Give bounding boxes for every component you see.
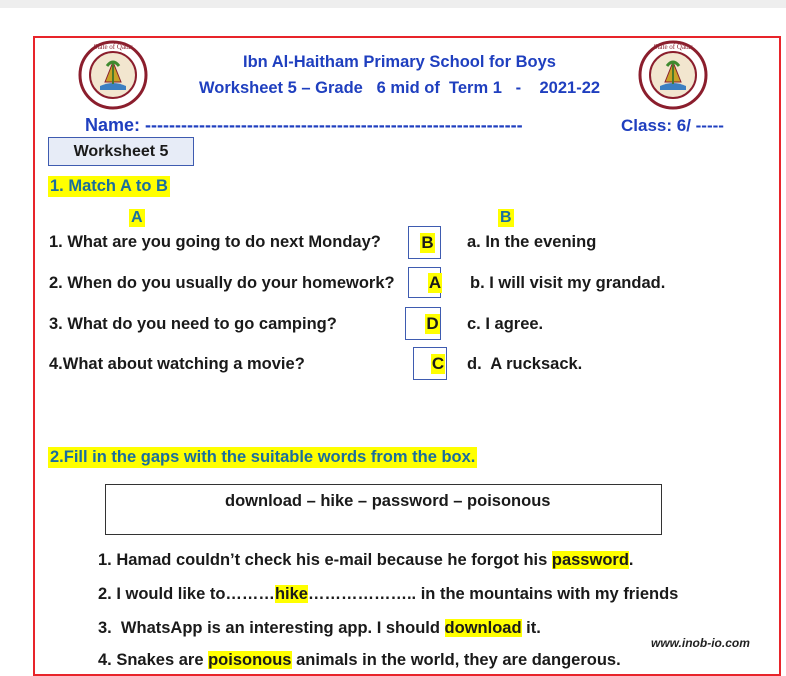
worksheet-subtitle: Worksheet 5 – Grade 6 mid of Term 1 - 2021-22 [199,79,601,97]
answer-box-2[interactable]: A [408,267,441,298]
match-option-a: a. In the evening [467,233,597,251]
section-2-title: 2.Fill in the gaps with the suitable words from the box. [50,448,476,466]
column-a-header: A [131,209,143,226]
answer-box-1[interactable]: B [408,226,441,259]
match-question-4: 4.What about watching a movie? [49,355,305,373]
class-line: Class: 6/ ----- [621,116,724,135]
gap-sentence-1: 1. Hamad couldn’t check his e-mail because he forgot his password. [98,551,634,569]
answer-box-3[interactable]: D [405,307,441,340]
svg-text:State of Qatar: State of Qatar [653,43,693,51]
match-question-2: 2. When do you usually do your homework? [49,274,395,292]
qatar-seal-right [638,40,708,110]
gap-sentence-3: 3. WhatsApp is an interesting app. I should download it. [98,619,541,637]
top-strip [0,0,786,8]
svg-text:State of Qatar: State of Qatar [93,43,133,51]
match-question-1: 1. What are you going to do next Monday? [49,233,381,251]
watermark: www.inob-io.com [651,636,750,650]
match-option-c: c. I agree. [467,315,544,333]
match-option-b: b. I will visit my grandad. [470,274,666,292]
section-1-title: 1. Match A to B [50,177,168,195]
column-b-header: B [500,209,512,226]
gap-answer-3[interactable]: download [444,619,522,637]
match-question-3: 3. What do you need to go camping? [49,315,337,333]
gap-sentence-2: 2. I would like to………hike……………….. in the mountains with my friends [98,585,679,603]
name-line: Name: --------------------------------------------------------------- [85,115,523,135]
school-name: Ibn Al-Haitham Primary School for Boys [243,53,556,71]
worksheet-label: Worksheet 5 [48,137,194,166]
gap-sentence-4: 4. Snakes are poisonous animals in the world, they are dangerous. [98,651,621,669]
qatar-seal-left [78,40,148,110]
match-option-d: d. A rucksack. [467,355,583,373]
gap-answer-1[interactable]: password [551,551,629,569]
answer-box-4[interactable]: C [413,347,447,380]
gap-answer-4[interactable]: poisonous [208,651,292,669]
gap-answer-2[interactable]: hike [274,585,308,603]
word-box-text: download – hike – password – poisonous [225,492,551,510]
